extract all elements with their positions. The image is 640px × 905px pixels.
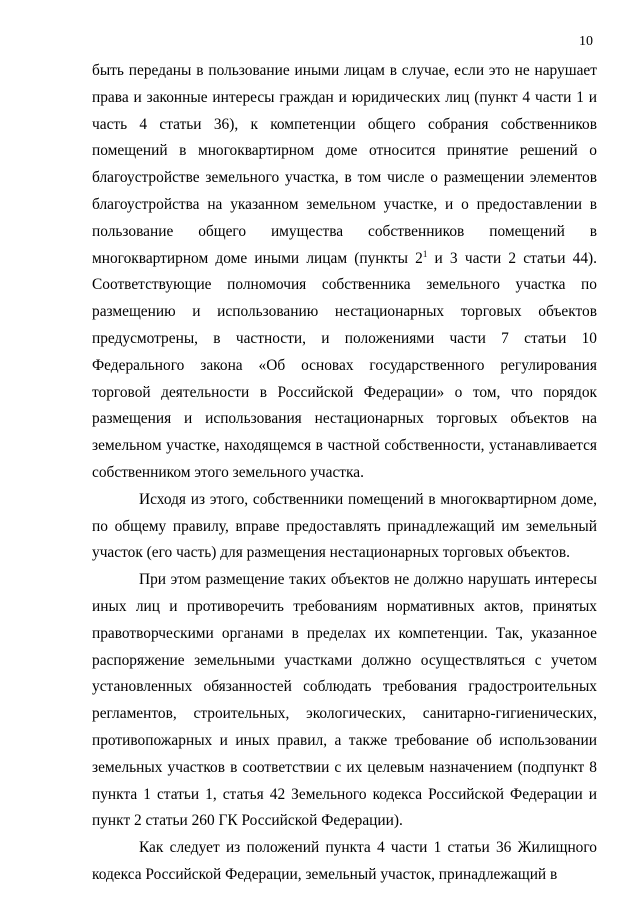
paragraph-1	[92, 58, 597, 487]
footnote-superscript: 1	[422, 248, 428, 259]
paragraph-1-text-start: быть переданы в пользование иными лицам в случае, если это не нарушает права и законные интересы граждан и юридических лиц (пункт 4 части 1 и часть 4 статьи 36), к компетенции общего собрания собственников помещений в многоквартирном доме относится принятие решений о благоустройстве земельного участка, в том числе о размещении элементов благоустройства на указанном земельном участке, и о предоставлении в пользование общего имущества собственников помещений в многоквартирном доме иными лицам (пункты 2	[92, 62, 597, 267]
paragraph-4: Как следует из положений пункта 4 части 1 статьи 36 Жилищного кодекса Российской Федерации, земельный участок, принадлежащий в	[92, 839, 597, 883]
paragraph-2: Исходя из этого, собственники помещений в многоквартирном доме, по общему правилу, вправе предоставлять принадлежащий им земельный участок (его часть) для размещения нестационарных торговых объектов.	[92, 490, 597, 562]
document-body	[92, 58, 597, 889]
paragraph-3: При этом размещение таких объектов не должно нарушать интересы иных лиц и противоречить требованиям нормативных актов, принятых правотворческими органами в пределах их компетенции. Так, указанное распоряжение земельными участками должно осуществляться с учетом установленных обязанностей соблюдать требования градостроительных регламентов, строительных, экологических, санитарно-гигиенических, противопожарных и иных правил, а также требование об использовании земельных участков в соответствии с их целевым назначением (подпункт 8 пункта 1 статьи 1, статья 42 Земельного кодекса Российской Федерации и пункт 2 статьи 260 ГК Российской Федерации).	[92, 571, 597, 830]
paragraph-1-text-end: и 3 части 2 статьи 44). Соответствующие полномочия собственника земельного участка по размещению и использованию нестационарных торговых объектов предусмотрены, в частности, и положениями части 7 статьи 10 Федерального закона «Об основах государственного регулирования торговой деятельности в Российской Федерации» о том, что порядок размещения и использования нестационарных торговых объектов на земельном участке, находящемся в частной собственности, устанавливается собственником этого земельного участка.	[92, 249, 597, 481]
page-number: 10	[579, 34, 593, 49]
